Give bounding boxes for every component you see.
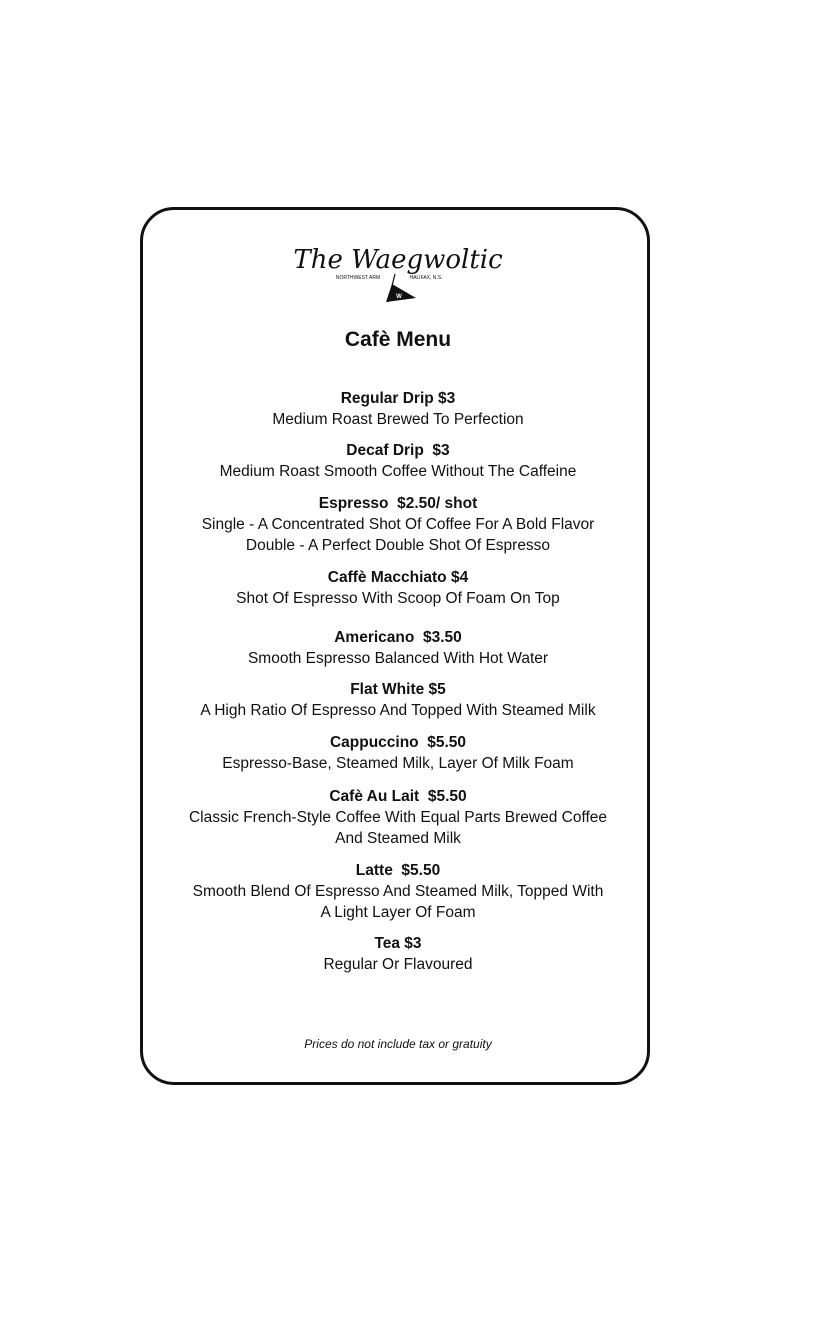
menu-item-latte (140, 860, 656, 923)
item-description: Classic French-Style Coffee With Equal Parts Brewed Coffee (188, 809, 608, 826)
logo-script: The Waegwoltic (293, 245, 503, 275)
item-description: Espresso-Base, Steamed Milk, Layer Of Milk Foam (222, 755, 574, 772)
menu-item-americano (140, 627, 656, 669)
item-name: Caffè Macchiato $4 (327, 569, 469, 586)
item-description: A Light Layer Of Foam (320, 904, 476, 921)
logo-subtitle-left: NORTHWEST ARM (335, 275, 381, 281)
footer-note: Prices do not include tax or gratuity (304, 1037, 492, 1051)
menu-item-decaf-drip (140, 440, 656, 482)
menu-item-espresso (140, 493, 656, 556)
item-description: Medium Roast Brewed To Perfection (272, 411, 524, 428)
item-name: Americano $3.50 (334, 629, 462, 646)
item-name: Latte $5.50 (355, 862, 441, 879)
logo-subtitle-right: HALIFAX, N.S. (409, 275, 443, 281)
item-name: Espresso $2.50/ shot (318, 495, 478, 512)
menu-item-caffe-macchiato (140, 567, 656, 609)
menu-item-tea (140, 933, 656, 975)
item-description: Medium Roast Smooth Coffee Without The Caffeine (219, 463, 577, 480)
item-description: Regular Or Flavoured (323, 956, 473, 973)
page-title: Cafè Menu (344, 328, 452, 351)
flag-letter: W (396, 294, 402, 300)
menu-item-cappuccino (140, 732, 656, 774)
item-name: Tea $3 (374, 935, 422, 952)
item-name: Regular Drip $3 (340, 390, 456, 407)
item-name: Cafè Au Lait $5.50 (329, 788, 467, 805)
item-description: Shot Of Espresso With Scoop Of Foam On Top (236, 590, 560, 607)
item-description: And Steamed Milk (335, 830, 461, 847)
item-description: A High Ratio Of Espresso And Topped With Steamed Milk (200, 702, 596, 719)
item-description: Double - A Perfect Double Shot Of Espresso (245, 537, 551, 554)
item-name: Cappuccino $5.50 (329, 734, 467, 751)
item-description: Smooth Espresso Balanced With Hot Water (247, 650, 549, 667)
item-description: Single - A Concentrated Shot Of Coffee For A Bold Flavor (201, 516, 595, 533)
item-name: Decaf Drip $3 (346, 442, 450, 459)
menu-item-cafe-au-lait (140, 786, 656, 849)
waegwoltic-logo (293, 238, 503, 308)
menu-item-regular-drip (140, 388, 656, 430)
item-description: Smooth Blend Of Espresso And Steamed Milk, Topped With (192, 883, 604, 900)
item-name: Flat White $5 (350, 681, 446, 698)
menu-item-flat-white (140, 679, 656, 721)
logo (140, 238, 656, 308)
